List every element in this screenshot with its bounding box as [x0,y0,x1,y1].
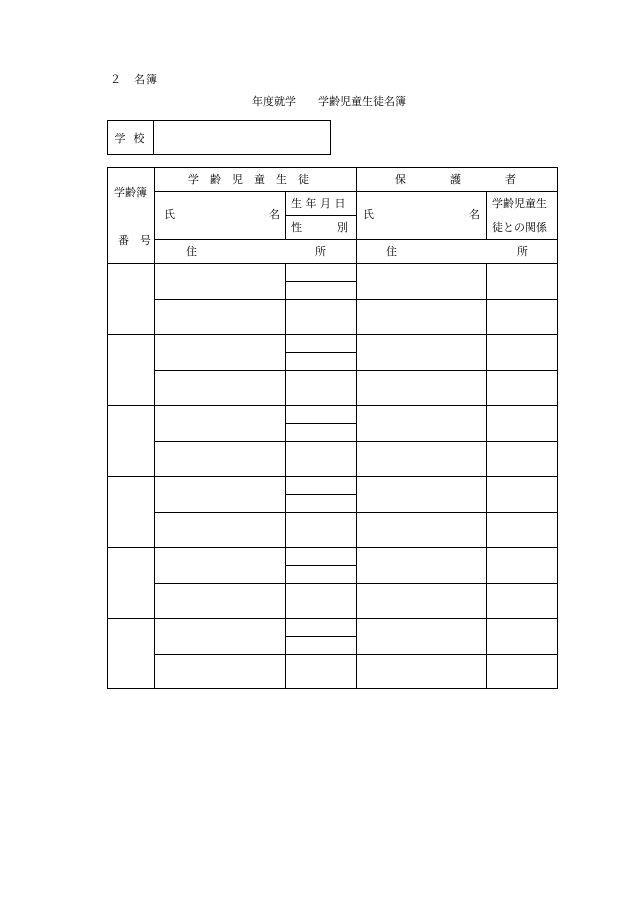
student-address-cell[interactable] [155,583,285,619]
relation-cell[interactable] [487,405,557,441]
gender-cell[interactable] [286,636,356,654]
col-number-label-top: 学齢簿 [114,186,147,199]
gender-label-right: 別 [337,221,348,234]
col-divider-relation-header [486,191,487,239]
birth-date-cell[interactable] [286,476,356,494]
school-name-field[interactable] [154,121,330,154]
student-name-label-right: 名 [269,208,280,221]
relation-cell[interactable] [487,476,557,512]
col-number-label-bottom: 番 号 [118,234,151,247]
roster-table [107,167,558,689]
student-name-label-left: 氏 [164,208,175,221]
guardian-name-cell[interactable] [357,263,486,299]
student-name-cell[interactable] [155,334,285,370]
birth-date-cell[interactable] [286,618,356,636]
guardian-address-cell[interactable] [357,441,486,477]
student-address-cell[interactable] [155,299,285,335]
guardian-address-cell[interactable] [357,370,486,406]
student-address-cell[interactable] [155,370,285,406]
header-address-divider [154,239,558,240]
student-name-cell[interactable] [155,405,285,441]
student-address-cell[interactable] [155,654,285,690]
guardian-name-cell[interactable] [357,547,486,583]
roster-number-cell[interactable] [107,405,154,476]
guardian-name-cell[interactable] [357,476,486,512]
roster-number-cell[interactable] [107,263,154,334]
guardian-address-cell[interactable] [357,583,486,619]
student-name-cell[interactable] [155,263,285,299]
roster-number-cell[interactable] [107,476,154,547]
guardian-name-label-left: 氏 [363,208,374,221]
document-title [252,96,406,107]
gender-label-left: 性 [291,221,302,234]
relation-cell[interactable] [487,263,557,299]
relation-cell[interactable] [487,334,557,370]
section-title: ２ 名簿 [110,73,158,86]
school-label: 学校 [108,121,154,154]
student-address-label-left: 住 [186,245,197,258]
roster-number-cell[interactable] [107,547,154,618]
document-title-main: 学齢児童生徒名簿 [318,95,406,108]
guardian-address-label-left: 住 [386,245,397,258]
roster-number-cell[interactable] [107,618,154,689]
birth-date-cell[interactable] [286,334,356,352]
school-box [107,120,331,155]
guardian-address-label-right: 所 [517,245,528,258]
relation-cell[interactable] [487,547,557,583]
relation-label-line1: 学齢児童生 [492,197,547,210]
student-address-cell[interactable] [155,441,285,477]
relation-cell[interactable] [487,618,557,654]
student-group-header: 学 齢 児 童 生 徒 [188,173,309,186]
birth-date-cell[interactable] [286,405,356,423]
student-name-cell[interactable] [155,476,285,512]
gender-cell[interactable] [286,352,356,370]
guardian-name-label-right: 名 [469,208,480,221]
birth-date-label: 生 年 月 日 [291,197,346,210]
guardian-address-cell[interactable] [357,512,486,548]
birth-date-cell[interactable] [286,263,356,281]
guardian-address-cell[interactable] [357,299,486,335]
gender-cell[interactable] [286,494,356,512]
header-group-divider [154,191,558,192]
gender-cell[interactable] [286,281,356,299]
student-name-cell[interactable] [155,547,285,583]
guardian-address-cell[interactable] [357,654,486,690]
gender-cell[interactable] [286,423,356,441]
student-address-cell[interactable] [155,512,285,548]
table-border-right [557,167,558,689]
student-address-label-right: 所 [315,245,326,258]
guardian-name-cell[interactable] [357,334,486,370]
guardian-group-header: 保 護 者 [395,173,516,186]
guardian-name-cell[interactable] [357,618,486,654]
header-birth-gender-divider [285,215,356,216]
student-name-cell[interactable] [155,618,285,654]
guardian-name-cell[interactable] [357,405,486,441]
birth-date-cell[interactable] [286,547,356,565]
document-title-prefix: 年度就学 [252,95,296,108]
gender-cell[interactable] [286,565,356,583]
table-border-top [107,167,558,168]
relation-label-line2: 徒との関係 [492,221,547,234]
roster-number-cell[interactable] [107,334,154,405]
